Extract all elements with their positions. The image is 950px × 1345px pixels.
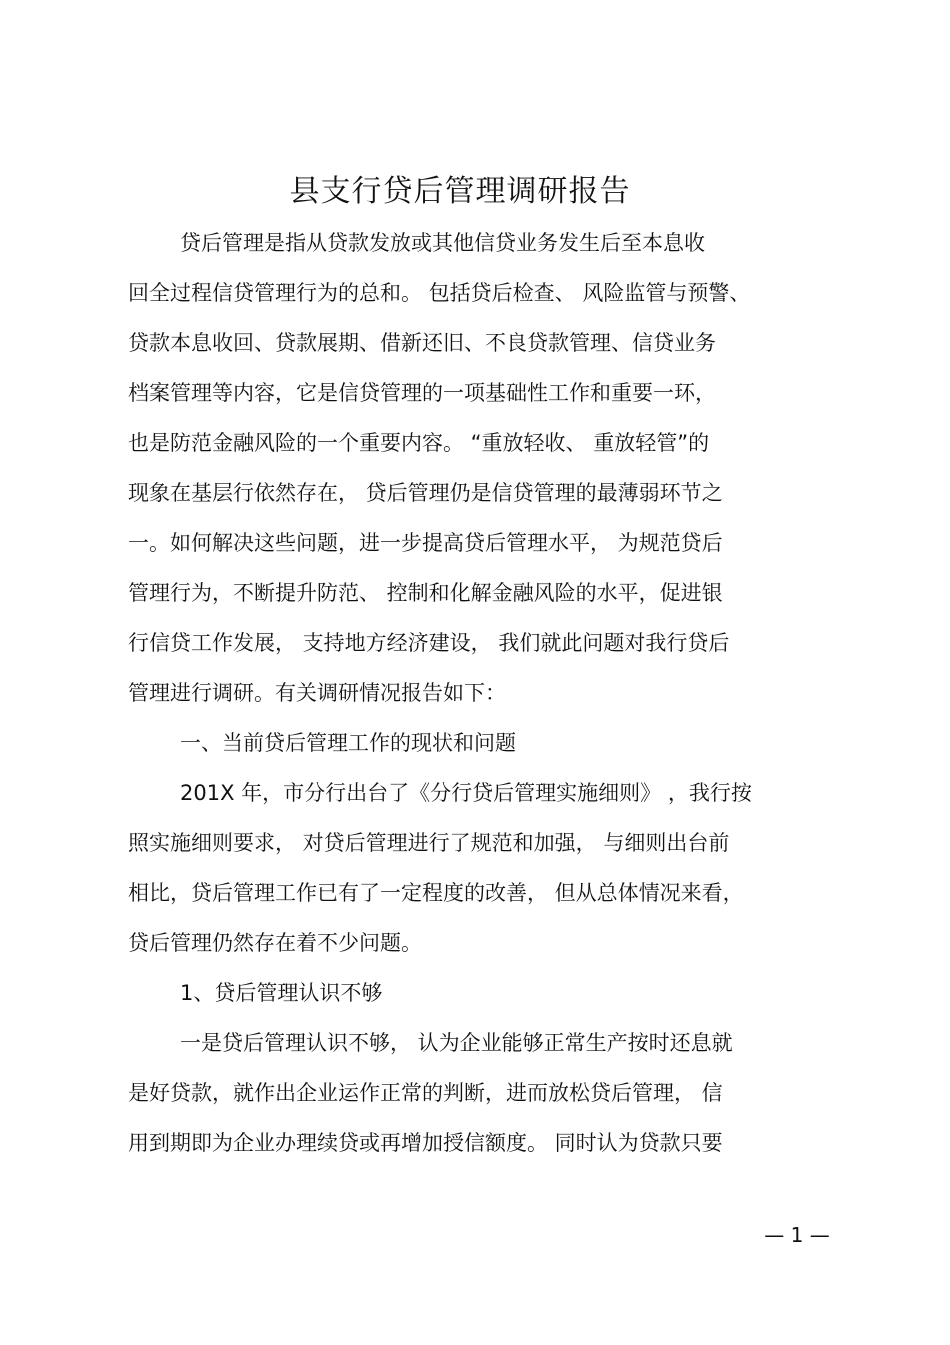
document-title: 县支行贷后管理调研报告: [289, 174, 631, 209]
paragraph-line: 档案管理等内容，它是信贷管理的一项基础性工作和重要一环，: [128, 381, 716, 405]
paragraph-line: 贷后管理是指从贷款发放或其他信贷业务发生后至本息收: [180, 231, 705, 255]
paragraph-line: 管理行为，不断提升防范、 控制和化解金融风险的水平，促进银: [128, 581, 723, 605]
paragraph-line: 现象在基层行依然存在， 贷后管理仍是信贷管理的最薄弱环节之: [128, 481, 723, 505]
subsection-heading: 1、贷后管理认识不够: [180, 981, 383, 1005]
paragraph-line: 一是贷后管理认识不够， 认为企业能够正常生产按时还息就: [180, 1031, 733, 1055]
paragraph-line: 行信贷工作发展， 支持地方经济建设， 我们就此问题对我行贷后: [128, 631, 730, 655]
paragraph-line: 贷后管理仍然存在着不少问题。: [128, 931, 422, 955]
paragraph-line: 贷款本息收回、贷款展期、借新还旧、不良贷款管理、信贷业务: [128, 331, 716, 355]
paragraph-line: 一。如何解决这些问题，进一步提高贷后管理水平， 为规范贷后: [128, 531, 723, 555]
paragraph-line: 是好贷款，就作出企业运作正常的判断，进而放松贷后管理， 信: [128, 1081, 723, 1105]
paragraph-line: 管理进行调研。有关调研情况报告如下：: [128, 681, 506, 705]
paragraph-line: 也是防范金融风险的一个重要内容。 “重放轻收、 重放轻管”的: [128, 431, 710, 455]
paragraph-line: 照实施细则要求， 对贷后管理进行了规范和加强， 与细则出台前: [128, 831, 730, 855]
page-number: — 1 —: [764, 1223, 830, 1247]
paragraph-line: 用到期即为企业办理续贷或再增加授信额度。 同时认为贷款只要: [128, 1131, 723, 1155]
section-heading: 一、当前贷后管理工作的现状和问题: [180, 731, 516, 755]
paragraph-line: 201X 年，市分行出台了《分行贷后管理实施细则》 ，我行按: [180, 781, 752, 805]
paragraph-line: 回全过程信贷管理行为的总和。 包括贷后检查、 风险监管与预警、: [128, 281, 751, 305]
paragraph-line: 相比，贷后管理工作已有了一定程度的改善， 但从总体情况来看，: [128, 881, 744, 905]
